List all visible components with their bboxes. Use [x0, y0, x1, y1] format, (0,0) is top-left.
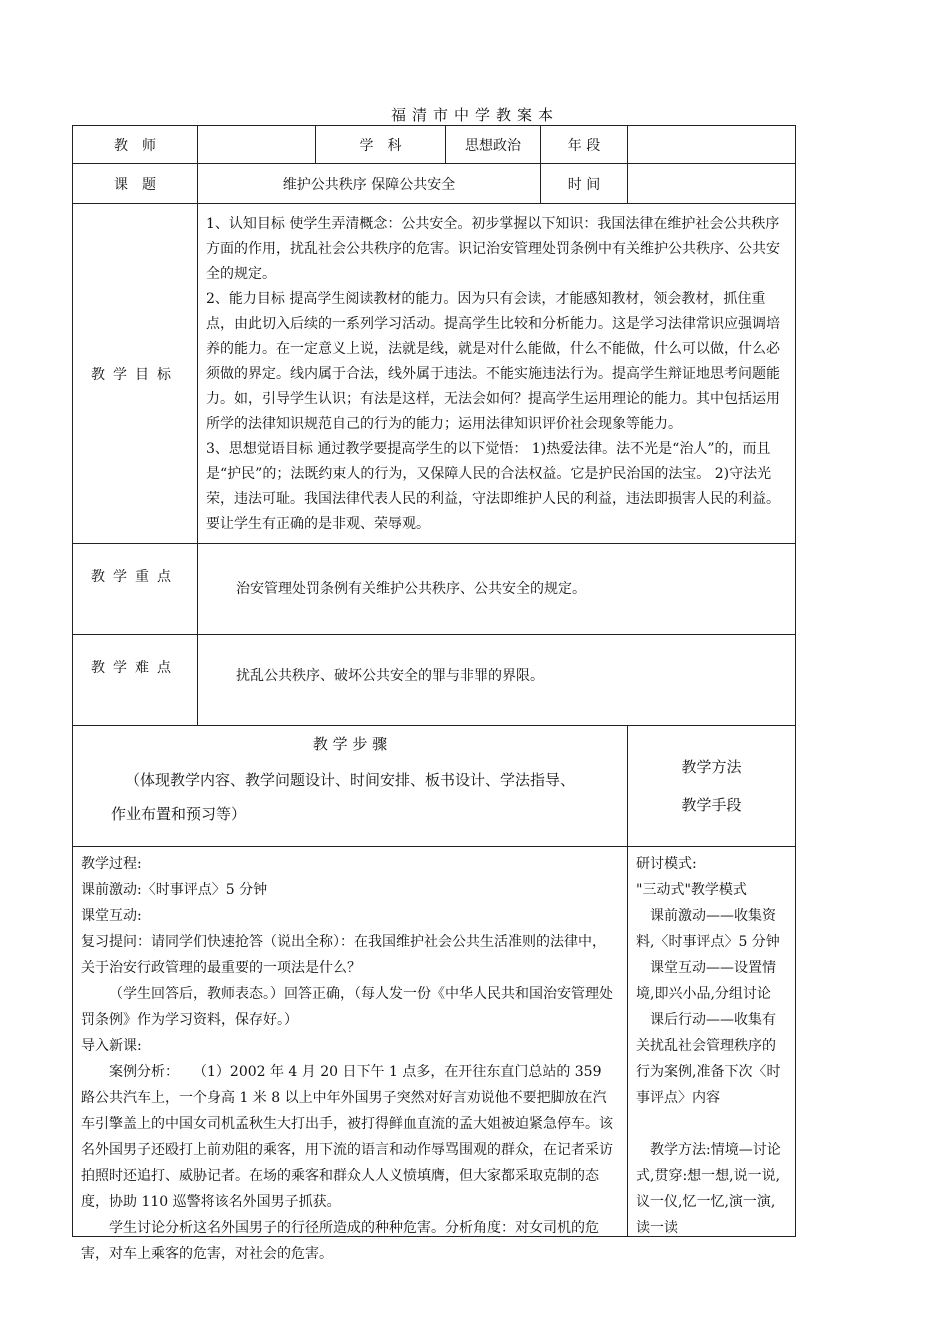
steps-title: 教 学 步 骤 — [312, 735, 388, 753]
key-point-cell — [198, 544, 796, 635]
teacher-label: 教 师 — [114, 137, 156, 154]
objectives-row — [73, 204, 796, 544]
objectives-label-cell — [73, 204, 198, 544]
methods-after-class: 课后行动——收集有关扰乱社会管理秩序的行为案例,准备下次〈时事评点〉内容 — [636, 1012, 781, 1106]
method-header-cell — [628, 726, 796, 847]
process-pre-class: 课前激动:〈时事评点〉5 分钟 — [81, 882, 268, 898]
process-student-answer: （学生回答后，教师表态。）回答正确，（每人发一份《中华人民共和国治安管理处罚条例》作为学习资料，保存好。） — [81, 986, 613, 1028]
teacher-value — [198, 126, 316, 164]
steps-header-cell — [73, 726, 628, 847]
key-point-label-cell — [73, 544, 198, 635]
objectives-label: 教学目标 — [91, 366, 179, 383]
time-value — [628, 164, 796, 204]
process-discussion: 学生讨论分析这名外国男子的行径所造成的种种危害。分析角度：对女司机的危害，对车上乘客的危害，对社会的危害。 — [81, 1220, 599, 1262]
steps-subtitle-2: 作业布置和预习等） — [111, 805, 247, 823]
difficulty-row — [73, 635, 796, 726]
objective-attitude: 3、思想觉语目标 通过教学要提高学生的以下觉悟： 1)热爱法律。法不光是“治人”的，而且是“护民”的；法既约束人的行为，又保障人民的合法权益。它是护民治国的法宝。 2)守法光荣，违法可耻。我国法律代表人民的利益，守法即维护人民的利益，违法即损害人民的利益。要让学生有正确的是非观、荣辱观。 — [206, 441, 780, 532]
difficulty-label-cell — [73, 635, 198, 726]
steps-subtitle-1: （体现教学内容、教学问题设计、时间安排、板书设计、学法指导、 — [124, 771, 575, 789]
methods-teaching-method: 教学方法:情境—讨论式,贯穿:想一想,说一说,议一仪,忆一忆,演一演,读一读 — [636, 1142, 781, 1236]
methods-mode-label: 研讨模式: — [636, 856, 697, 872]
process-review-question: 复习提问：请同学们快速抢答（说出全称）：在我国维护社会公共生活准则的法律中，关于治安行政管理的最重要的一项法是什么？ — [81, 934, 606, 976]
subject-value: 思想政治 — [446, 126, 541, 164]
method-heading-2: 教学手段 — [681, 796, 742, 814]
process-cell — [73, 847, 628, 1262]
document-title: 福清市中学教案本 — [390, 106, 559, 124]
subject-label: 学 科 — [316, 126, 446, 164]
key-point-text: 治安管理处罚条例有关维护公共秩序、公共安全的规定。 — [236, 581, 586, 597]
objectives-content — [198, 204, 796, 544]
key-point-label: 教学重点 — [91, 569, 179, 585]
difficulty-cell — [198, 635, 796, 726]
lesson-plan-table — [72, 125, 796, 1262]
topic-label: 课 题 — [73, 164, 198, 204]
methods-cell — [628, 847, 796, 1237]
methods-mode-name: "三动式"教学模式 — [636, 882, 747, 898]
process-heading: 教学过程: — [81, 856, 142, 872]
method-heading-1: 教学方法 — [681, 758, 742, 776]
topic-value: 维护公共秩序 保障公共安全 — [198, 164, 541, 204]
time-label: 时 间 — [541, 164, 628, 204]
header-row-2 — [73, 164, 796, 204]
teacher-label-cell — [73, 126, 198, 164]
objective-ability: 2、能力目标 提高学生阅读教材的能力。因为只有会读，才能感知教材，领会教材，抓住重点，由此切入后续的一系列学习活动。提高学生比较和分析能力。这是学习法律常识应强调培养的能力。在一定意义上说，法就是线，就是对什么能做，什么不能做，什么可以做，什么必须做的界定。线内属于合法，线外属于违法。不能实施违法行为。提高学生辩证地思考问题能力。如，引导学生认识；有法是这样，无法会如何？提高学生运用理论的能力。其中包括运用所学的法律知识规范自己的行为的能力；运用法律知识评价社会现象等能力。 — [206, 291, 780, 432]
header-row-1 — [73, 126, 796, 164]
grade-value — [628, 126, 796, 164]
methods-pre-class: 课前激动——收集资料,〈时事评点〉5 分钟 — [636, 908, 780, 950]
key-point-row — [73, 544, 796, 635]
process-intro: 导入新课: — [81, 1038, 142, 1054]
process-row — [73, 847, 796, 1237]
difficulty-label: 教学难点 — [91, 660, 179, 676]
difficulty-text: 扰乱公共秩序、破坏公共安全的罪与非罪的界限。 — [236, 668, 544, 684]
methods-in-class: 课堂互动——设置情境,即兴小品,分组讨论 — [636, 960, 776, 1002]
process-case-analysis: 案例分析： （1）2002 年 4 月 20 日下午 1 点多，在开往东直门总站的 359 路公共汽车上，一个身高 1 米 8 以上中年外国男子突然对好言劝说他不要把脚放在汽车引擎盖上的中国女司机孟秋生大打出手，被打得鲜血直流的孟大姐被迫紧急停车。该名外国男子还殴打上前劝阻的乘客，用下流的语言和动作辱骂围观的群众，在记者采访拍照时还追打、威胁记者。在场的乘客和群众人人义愤填膺，但大家都采取克制的态度，协助 110 巡警将该名外国男子抓获。 — [81, 1064, 613, 1210]
process-in-class: 课堂互动: — [81, 908, 142, 924]
objective-cognitive: 1、认知目标 使学生弄清概念：公共安全。初步掌握以下知识：我国法律在维护社会公共秩序方面的作用，扰乱社会公共秩序的危害。识记治安管理处罚条例中有关维护公共秩序、公共安全的规定。 — [206, 216, 780, 282]
steps-header-row — [73, 726, 796, 847]
grade-label: 年 段 — [541, 126, 628, 164]
